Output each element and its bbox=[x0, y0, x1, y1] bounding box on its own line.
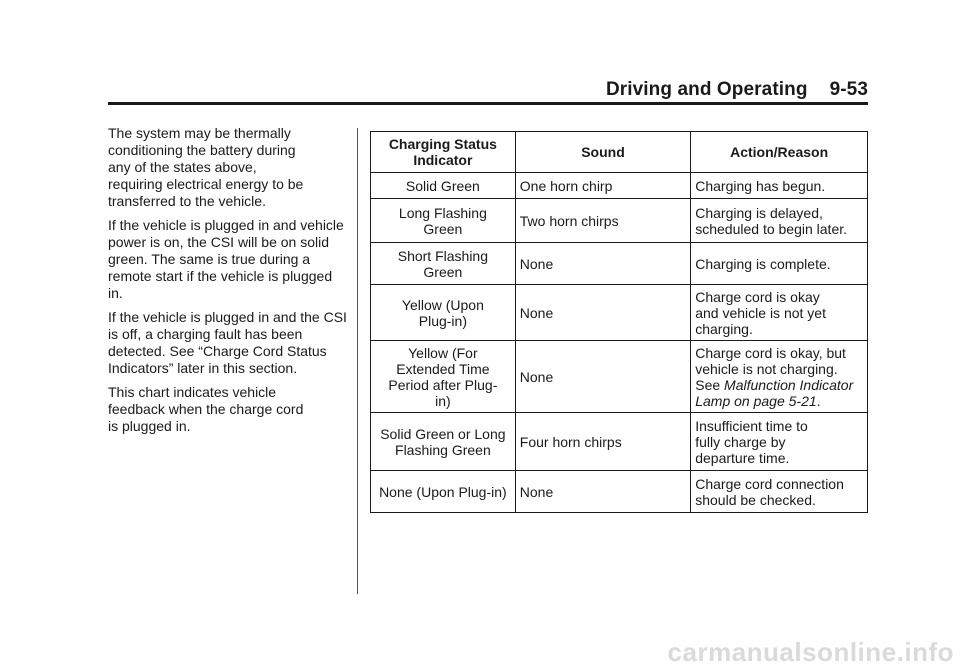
cell-sound: One horn chirp bbox=[515, 173, 690, 199]
header-sound: Sound bbox=[515, 132, 690, 173]
cell-sound: None bbox=[515, 341, 690, 413]
header-indicator: Charging Status Indicator bbox=[371, 132, 516, 173]
page-number: 9-53 bbox=[829, 79, 868, 100]
table-row bbox=[371, 199, 868, 243]
cell-sound: Two horn chirps bbox=[515, 199, 690, 243]
cell-indicator: Short Flashing Green bbox=[371, 243, 516, 285]
cell-sound: None bbox=[515, 243, 690, 285]
header-action: Action/Reason bbox=[691, 132, 868, 173]
cell-indicator: Yellow (Upon Plug-in) bbox=[371, 285, 516, 341]
table-row bbox=[371, 413, 868, 471]
cell-sound: None bbox=[515, 285, 690, 341]
cell-action: Insufficient time to fully charge by departure time. bbox=[691, 413, 868, 471]
left-column-text bbox=[108, 125, 353, 442]
cell-indicator: Long Flashing Green bbox=[371, 199, 516, 243]
cell-indicator: None (Upon Plug-in) bbox=[371, 471, 516, 513]
cross-reference-link[interactable]: Malfunction Indicator Lamp on page 5-21 bbox=[695, 376, 854, 409]
cell-action: Charge cord is okay and vehicle is not yet charging. bbox=[691, 285, 868, 341]
table-row bbox=[371, 341, 868, 413]
action-text-end: . bbox=[816, 392, 821, 409]
paragraph: This chart indicates vehicle feedback when the charge cord is plugged in. bbox=[108, 384, 304, 434]
section-title: Driving and Operating bbox=[605, 79, 808, 100]
cell-action bbox=[691, 341, 868, 413]
column-divider bbox=[357, 128, 358, 594]
header-rule bbox=[108, 102, 868, 105]
paragraph: If the vehicle is plugged in and vehicle power is on, the CSI will be on solid green. The same is true during a remote start if the vehicle is plugged in. bbox=[108, 217, 344, 301]
table-row bbox=[371, 285, 868, 341]
cell-action: Charging is delayed, scheduled to begin later. bbox=[691, 199, 868, 243]
cell-action: Charging is complete. bbox=[691, 243, 868, 285]
cell-sound: Four horn chirps bbox=[515, 413, 690, 471]
cell-action: Charge cord connection should be checked. bbox=[691, 471, 868, 513]
table-row bbox=[371, 173, 868, 199]
page-header bbox=[606, 79, 868, 101]
table-row bbox=[371, 243, 868, 285]
cell-indicator: Solid Green or Long Flashing Green bbox=[371, 413, 516, 471]
paragraph: The system may be thermally conditioning the battery during any of the states above, requiring electrical energy to be transferred to the vehicle. bbox=[108, 125, 304, 209]
table-row bbox=[371, 471, 868, 513]
action-text: Charge cord is okay, but vehicle is not charging. See bbox=[695, 344, 846, 393]
watermark: carmanualsonline.info bbox=[667, 637, 954, 667]
charging-status-table bbox=[370, 131, 868, 513]
paragraph: If the vehicle is plugged in and the CSI is off, a charging fault has been detected. See “Charge Cord Status Indicators” later in this section. bbox=[108, 309, 347, 376]
cell-sound: None bbox=[515, 471, 690, 513]
cell-action: Charging has begun. bbox=[691, 173, 868, 199]
table-header-row bbox=[371, 132, 868, 173]
cell-indicator: Solid Green bbox=[371, 173, 516, 199]
cell-indicator: Yellow (For Extended Time Period after Plug-in) bbox=[371, 341, 516, 413]
